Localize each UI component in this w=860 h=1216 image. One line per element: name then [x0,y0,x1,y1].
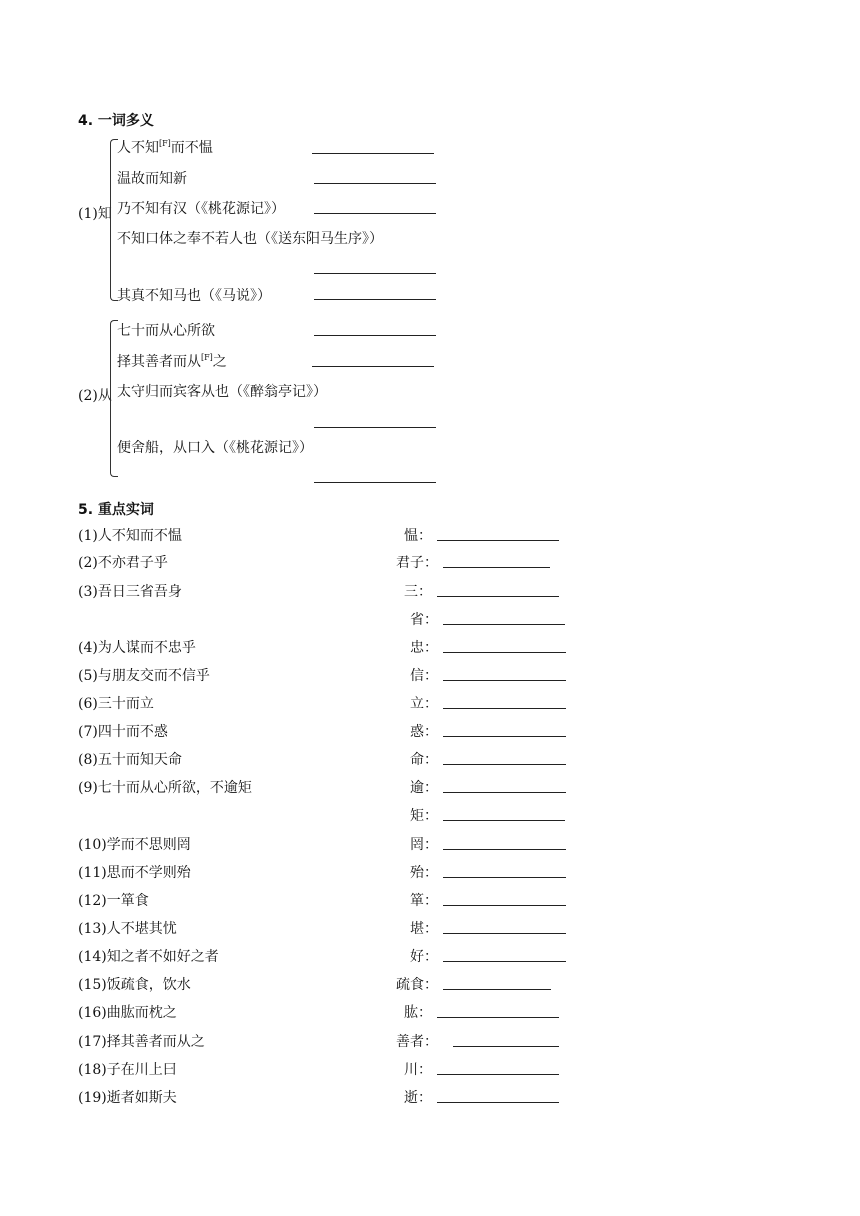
vocab-question: (3)吾日三省吾身 [78,584,182,600]
group-1-item-5: 其真不知马也（《马说》） [117,288,271,304]
answer-blank[interactable] [443,820,565,821]
vocab-question: (6)三十而立 [78,696,154,712]
answer-blank[interactable] [314,183,436,184]
answer-blank[interactable] [312,153,434,154]
answer-blank[interactable] [312,366,434,367]
vocab-word-label: 矩： [410,808,438,824]
vocab-question: (7)四十而不惑 [78,724,168,740]
answer-blank[interactable] [314,335,436,336]
vocab-word-label: 省： [410,612,438,628]
vocab-question: (15)饭疏食，饮水 [78,977,191,993]
answer-blank[interactable] [443,989,551,990]
vocab-word-label: 殆： [410,865,438,881]
item-tail: 而不愠 [170,140,213,156]
answer-blank[interactable] [443,652,566,653]
answer-blank[interactable] [443,905,566,906]
answer-blank[interactable] [437,1017,559,1018]
vocab-word-label: 君子： [396,555,438,571]
vocab-word-label: 川： [404,1062,432,1078]
answer-blank[interactable] [437,1102,559,1103]
vocab-question: (14)知之者不如好之者 [78,949,219,965]
vocab-word-label: 肱： [404,1005,432,1021]
vocab-word-label: 逝： [404,1090,432,1106]
item-text: 人不知 [117,140,159,156]
vocab-question: (8)五十而知天命 [78,752,182,768]
answer-blank[interactable] [314,213,436,214]
answer-blank[interactable] [443,624,565,625]
answer-blank[interactable] [443,849,566,850]
vocab-word-label: 疏食： [396,977,438,993]
answer-blank[interactable] [443,567,550,568]
vocab-word-label: 好： [410,949,438,965]
vocab-question: (16)曲肱而枕之 [78,1005,177,1021]
answer-blank[interactable] [443,708,566,709]
group-2-item-2 [117,351,227,371]
answer-blank[interactable] [443,877,566,878]
group-2-item-3: 太守归而宾客从也（《醉翁亭记》） [117,384,327,400]
group-1-brace [110,139,118,301]
footnote-mark: [F] [201,353,213,362]
vocab-word-label: 罔： [410,837,438,853]
vocab-question: (18)子在川上曰 [78,1062,177,1078]
answer-blank[interactable] [314,299,436,300]
group-2-item-1: 七十而从心所欲 [117,323,215,339]
vocab-question: (1)人不知而不愠 [78,528,182,544]
vocab-word-label: 命： [410,752,438,768]
vocab-word-label: 信： [410,668,438,684]
vocab-word-label: 逾： [410,780,438,796]
group-1-item-4: 不知口体之奉不若人也（《送东阳马生序》） [117,231,383,247]
group-1-item-2: 温故而知新 [117,171,187,187]
vocab-question: (12)一箪食 [78,893,149,909]
answer-blank[interactable] [443,792,566,793]
answer-blank[interactable] [453,1046,559,1047]
footnote-mark: [F] [159,139,171,148]
vocab-question: (5)与朋友交而不信乎 [78,668,210,684]
vocab-word-label: 忠： [410,640,438,656]
item-text: 择其善者而从 [117,354,201,370]
section-4-heading: 4. 一词多义 [78,113,154,129]
group-2-label: (2)从 [78,388,112,404]
group-1-label: (1)知 [78,206,112,222]
vocab-word-label: 立： [410,696,438,712]
item-tail: 之 [212,354,227,370]
answer-blank[interactable] [443,961,566,962]
answer-blank[interactable] [443,933,566,934]
group-2-item-4: 便舍船，从口入（《桃花源记》） [117,440,313,456]
answer-blank[interactable] [437,540,559,541]
vocab-word-label: 善者： [396,1034,438,1050]
answer-blank[interactable] [314,482,436,483]
vocab-question: (2)不亦君子乎 [78,555,168,571]
vocab-question: (11)思而不学则殆 [78,865,191,881]
answer-blank[interactable] [314,427,436,428]
vocab-word-label: 堪： [410,921,438,937]
vocab-word-label: 惑： [410,724,438,740]
answer-blank[interactable] [437,596,559,597]
vocab-question: (10)学而不思则罔 [78,837,191,853]
answer-blank[interactable] [443,736,566,737]
vocab-question: (13)人不堪其忧 [78,921,177,937]
answer-blank[interactable] [437,1074,559,1075]
vocab-question: (19)逝者如斯夫 [78,1090,177,1106]
vocab-word-label: 箪： [410,893,438,909]
group-1-item-1 [117,137,213,157]
answer-blank[interactable] [443,764,566,765]
answer-blank[interactable] [314,273,436,274]
vocab-question: (4)为人谋而不忠乎 [78,640,196,656]
vocab-word-label: 愠： [404,528,432,544]
group-1-item-3: 乃不知有汉（《桃花源记》） [117,201,285,217]
section-5-heading: 5. 重点实词 [78,502,154,518]
vocab-question: (9)七十而从心所欲，不逾矩 [78,780,252,796]
vocab-question: (17)择其善者而从之 [78,1034,205,1050]
vocab-word-label: 三： [404,584,432,600]
answer-blank[interactable] [443,680,566,681]
